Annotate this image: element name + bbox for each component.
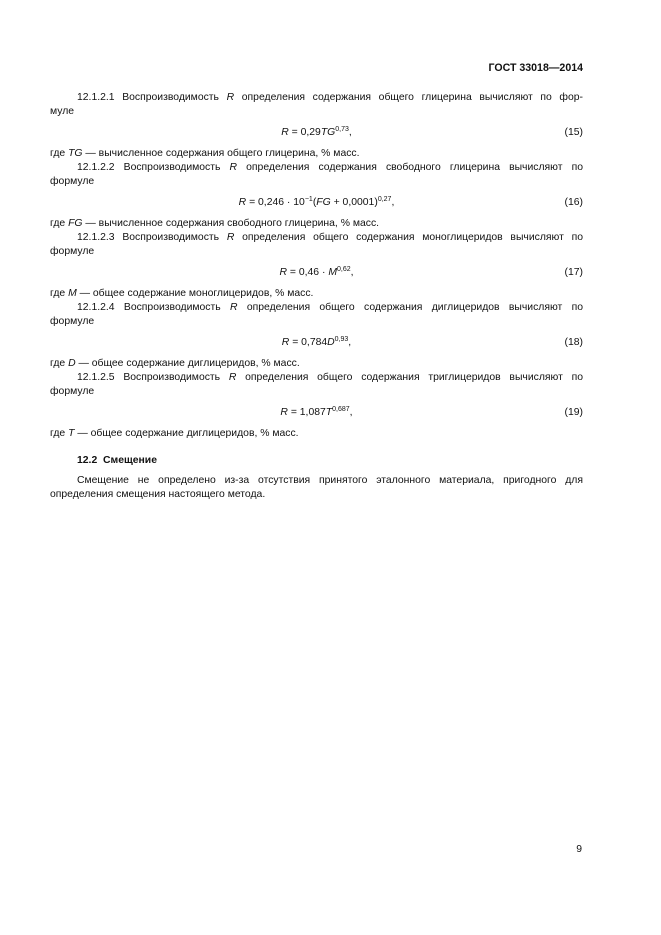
clause-12-1-2-4 [50,301,583,371]
section-paragraph: Смещение не определено из-за отсутствия принятого эталонного материала, пригодного для [77,475,583,486]
section-heading: 12.2 Смещение [77,455,157,466]
formula-19: $R = 1,087T^{0,687}$, (19) [280,406,583,418]
formula-18: $R = 0,784D^{0,93}$, (18) [281,336,583,348]
clause-paragraph: 12.1.2.3 Воспроизводимость R определения общего содержания моноглицеридов вычисляют по [77,232,583,243]
formula-explanation: где D — общее содержание диглицеридов, % масс. [50,358,300,369]
clause-paragraph-cont: формуле [50,246,95,257]
formula-number: (19) [564,407,583,418]
document-body [50,91,583,502]
clause-paragraph: 12.1.2.5 Воспроизводимость R определения общего содержания триглицеридов вычисляют по [77,372,583,383]
document-header: ГОСТ 33018—2014 [488,62,583,74]
clause-paragraph: 12.1.2.2 Воспроизводимость R определения содержания свободного глицерина вычисляют по [77,162,583,173]
formula-explanation: где FG — вычисленное содержания свободного глицерина, % масс. [50,218,380,229]
formula-explanation: где T — общее содержание диглицеридов, % масс. [50,428,299,439]
clause-12-1-2-2 [50,161,583,231]
formula-number: (17) [564,267,583,278]
clause-paragraph-cont: формуле [50,386,95,397]
formula-16: $R = 0,246 \cdot 10^{-1}(FG + 0,0001)^{0,27}$, (16) [238,196,583,208]
formula-number: (15) [564,127,583,138]
formula-explanation: где TG — вычисленное содержания общего глицерина, % масс. [50,148,360,159]
formula-number: (18) [564,337,583,348]
clause-paragraph-cont: формуле [50,316,95,327]
formula-17: R = 0,46 · M$^{0,62}$, (17) [279,266,583,278]
clause-paragraph-cont: муле [50,106,75,117]
page-number: 9 [576,844,582,855]
section-paragraph-cont: определения смещения настоящего метода. [50,489,266,500]
formula-number: (16) [564,197,583,208]
clause-12-1-2-5 [50,371,583,441]
formula-15: R = 0,29TG$^{0,73}$, (15) [281,126,583,138]
clause-paragraph-cont: формуле [50,176,95,187]
clause-paragraph: 12.1.2.1 Воспроизводимость R определения содержания общего глицерина вычисляют по фор- [77,92,584,103]
clause-paragraph: 12.1.2.4 Воспроизводимость R определения общего содержания диглицеридов вычисляют по [77,302,584,313]
clause-12-1-2-1 [50,91,583,161]
formula-explanation: где M — общее содержание моноглицеридов, % масс. [50,288,314,299]
clause-12-1-2-3 [50,231,583,301]
